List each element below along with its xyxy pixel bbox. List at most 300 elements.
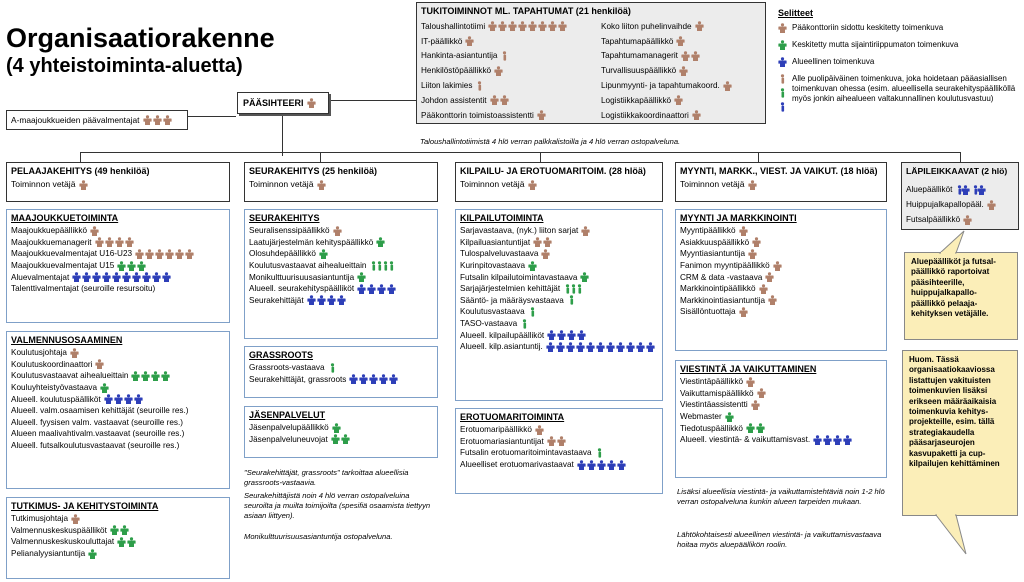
role-row	[676, 399, 886, 411]
person-blue-icon	[586, 342, 595, 352]
role-label: Alueell. seurakehityspäälliköt	[249, 284, 355, 294]
person-brown-icon	[963, 215, 972, 225]
person-blue-icon	[557, 330, 566, 340]
half-person-green-icon	[328, 363, 333, 373]
person-blue-icon	[977, 185, 986, 195]
role-row	[245, 434, 437, 446]
person-brown-icon	[547, 436, 556, 446]
person-brown-icon	[752, 237, 761, 247]
role-label: Markkinointipäällikkö	[680, 284, 756, 294]
person-brown-icon	[692, 110, 701, 120]
person-blue-icon	[307, 295, 316, 305]
person-blue-icon	[379, 374, 388, 384]
role-label: Kurinpitovastaava	[460, 261, 526, 271]
role-label: Seurakehittäjät	[249, 295, 304, 305]
person-blue-icon	[606, 342, 615, 352]
section-title: VIESTINTÄ JA VAIKUTTAMINEN	[680, 364, 817, 374]
person-brown-icon	[748, 249, 757, 259]
connector-line	[80, 152, 960, 153]
role-label: Pääkonttorin toimistoassistentti	[421, 110, 534, 120]
person-blue-icon	[72, 272, 81, 282]
half-person-green-icon	[563, 284, 568, 294]
role-label: Alueell. fyysisen valm. vastaavat (seuroille res.)	[11, 417, 184, 427]
person-brown-icon	[307, 98, 316, 108]
role-label: CRM & data -vastaava	[680, 272, 763, 282]
role-label: Koulutusvastaava	[460, 307, 525, 317]
person-brown-icon	[155, 249, 164, 259]
section-title: JÄSENPALVELUT	[249, 410, 326, 420]
kilpailu-head	[455, 162, 663, 202]
role-row	[7, 237, 229, 249]
role-label: Valmennuskeskuskouluttajat	[11, 537, 115, 547]
person-blue-icon	[596, 342, 605, 352]
tutkimus-section	[6, 497, 230, 579]
role-row	[676, 411, 886, 423]
role-row	[456, 260, 662, 272]
legend-half	[778, 74, 1018, 116]
legend-item	[778, 40, 1018, 50]
person-blue-icon	[843, 435, 852, 445]
person-green-icon	[88, 549, 97, 559]
a-maajoukkue-box	[6, 110, 188, 130]
half-person-green-icon	[387, 261, 392, 271]
role-row	[7, 548, 229, 560]
person-blue-icon	[556, 342, 565, 352]
role-row	[456, 271, 662, 283]
person-green-icon	[120, 525, 129, 535]
role-label: Myyntiasiantuntija	[680, 249, 746, 259]
role-row	[245, 362, 437, 374]
person-blue-icon	[142, 272, 151, 282]
person-blue-icon	[104, 394, 113, 404]
person-green-icon	[580, 272, 589, 282]
role-label: Asiakkuuspäällikkö	[680, 237, 750, 247]
person-brown-icon	[541, 249, 550, 259]
legend-items	[778, 23, 1018, 67]
person-brown-icon	[105, 237, 114, 247]
jasenpalvelut-section	[244, 406, 438, 458]
person-brown-icon	[528, 21, 537, 31]
person-green-icon	[131, 371, 140, 381]
role-row	[456, 295, 662, 307]
tuki-right-list	[597, 19, 767, 123]
person-brown-icon	[143, 115, 152, 125]
person-green-icon	[100, 383, 109, 393]
role-row	[7, 382, 229, 394]
person-brown-icon	[533, 237, 542, 247]
legend-item-text: Pääkonttoriin sidottu keskitetty toimenkuva	[792, 23, 944, 32]
role-row	[7, 260, 229, 272]
role-row	[245, 260, 437, 272]
person-brown-icon	[494, 66, 503, 76]
role-label: Jäsenpalveluneuvojat	[249, 434, 328, 444]
role-row	[456, 248, 662, 260]
half-person-brown-icon	[778, 74, 783, 84]
role-row	[7, 283, 229, 295]
person-brown-icon	[518, 21, 527, 31]
pelaaja-head	[6, 162, 230, 202]
person-blue-icon	[102, 272, 111, 282]
erotuomari-section	[455, 408, 663, 494]
person-brown-icon	[681, 51, 690, 61]
role-label: Aluevalmentajat	[11, 272, 70, 282]
role-row	[456, 237, 662, 249]
role-row	[7, 347, 229, 359]
myynti-title: MYYNTI, MARKK., VIEST. JA VAIKUT. (18 hlöä)	[680, 166, 878, 176]
role-label: Alueell. koulutuspäälliköt	[11, 394, 101, 404]
valmennus-section	[6, 331, 230, 489]
person-blue-icon	[337, 295, 346, 305]
person-green-icon	[528, 261, 537, 271]
tuki-left-list	[417, 19, 597, 123]
person-brown-icon	[548, 21, 557, 31]
person-blue-icon	[377, 284, 386, 294]
person-blue-icon	[112, 272, 121, 282]
half-person-green-icon	[575, 284, 580, 294]
person-brown-icon	[79, 180, 88, 190]
role-label: Markkinointiasiantuntija	[680, 295, 766, 305]
person-blue-icon	[646, 342, 655, 352]
person-green-icon	[376, 237, 385, 247]
person-brown-icon	[739, 226, 748, 236]
role-label: Tutkimusjohtaja	[11, 514, 69, 524]
role-label: Tapahtumapäällikkö	[601, 36, 674, 46]
person-blue-icon	[566, 342, 575, 352]
person-blue-icon	[587, 460, 596, 470]
role-row	[417, 34, 597, 49]
half-person-blue-icon	[778, 102, 783, 112]
half-person-green-icon	[569, 284, 574, 294]
role-row	[245, 295, 437, 307]
paasihteeri-row	[238, 93, 328, 113]
person-blue-icon	[162, 272, 171, 282]
person-green-icon	[161, 371, 170, 381]
role-row	[676, 283, 886, 295]
person-blue-icon	[577, 460, 586, 470]
myynti-lead	[676, 179, 886, 191]
seura-note3: Monikulttuurisuusasiantuntija ostopalveluna.	[244, 532, 393, 541]
grassroots-section	[244, 346, 438, 398]
section-title: KILPAILUTOIMINTA	[460, 213, 544, 223]
myynti-note2: Lähtökohtaisesti alueellinen viestintä- ja vaikuttamisvastaava hoitaa myös aluepäällikön roolin.	[677, 530, 882, 549]
legend-item-text: Alueellinen toimenkuva	[792, 57, 875, 66]
person-green-icon	[117, 537, 126, 547]
person-brown-icon	[739, 307, 748, 317]
legend-title: Selitteet	[778, 8, 814, 18]
half-person-green-icon	[375, 261, 380, 271]
role-row	[456, 318, 662, 330]
icon-group	[143, 115, 173, 125]
role-label: Pelianalyysiantuntija	[11, 549, 86, 559]
role-row	[676, 248, 886, 260]
person-blue-icon	[124, 394, 133, 404]
half-person-blue-icon	[955, 185, 960, 195]
role-row	[597, 63, 767, 78]
person-brown-icon	[765, 272, 774, 282]
section-title: MYYNTI JA MARKKINOINTI	[680, 213, 797, 223]
role-label: Talenttivalmentajat (seuroille resursoitu)	[11, 284, 156, 294]
person-brown-icon	[748, 180, 757, 190]
person-brown-icon	[528, 180, 537, 190]
person-brown-icon	[535, 425, 544, 435]
page-subtitle: (4 yhteistoiminta-aluetta)	[6, 55, 243, 77]
seura-lead	[245, 179, 437, 191]
icon-group	[317, 180, 327, 190]
person-brown-icon	[543, 237, 552, 247]
role-label: Aluepäälliköt	[906, 185, 953, 194]
kilpailu-title: KILPAILU- JA EROTUOMARITOIM. (28 hlöä)	[460, 166, 646, 176]
section-title: MAAJOUKKUETOIMINTA	[11, 213, 119, 223]
role-row	[456, 283, 662, 295]
role-row	[676, 237, 886, 249]
pelaaja-lead	[7, 179, 229, 191]
role-row	[417, 63, 597, 78]
role-row	[245, 374, 437, 386]
role-row	[597, 108, 767, 123]
person-brown-icon	[746, 377, 755, 387]
role-row	[456, 225, 662, 237]
person-blue-icon	[357, 284, 366, 294]
lapi-rows	[902, 179, 1018, 227]
person-brown-icon	[163, 115, 172, 125]
role-label: Monikulttuurisuusasiantuntija	[249, 272, 355, 282]
person-blue-icon	[389, 374, 398, 384]
connector-line	[320, 152, 321, 162]
person-brown-icon	[500, 95, 509, 105]
person-blue-icon	[607, 460, 616, 470]
person-blue-icon	[327, 295, 336, 305]
person-blue-icon	[778, 57, 787, 67]
role-row	[7, 536, 229, 548]
half-person-green-icon	[528, 307, 533, 317]
person-brown-icon	[465, 36, 474, 46]
role-label: Koulutusvastaavat aihealueittain	[11, 371, 129, 381]
connector-line	[282, 116, 283, 156]
role-label: Alueell. viestintä- & vaikuttamisvast.	[680, 435, 811, 445]
role-label: Viestintäassistentti	[680, 400, 748, 410]
role-row	[676, 422, 886, 434]
person-blue-icon	[576, 342, 585, 352]
role-row	[417, 78, 597, 93]
role-row	[676, 225, 886, 237]
person-brown-icon	[751, 400, 760, 410]
lapi-title: LÄPILEIKKAAVAT (2 hlö)	[906, 166, 1008, 176]
connector-line	[540, 152, 541, 162]
person-brown-icon	[488, 21, 497, 31]
a-maajoukkue-row	[7, 111, 187, 129]
role-row	[676, 388, 886, 400]
role-label: Sääntö- ja määräysvastaava	[460, 295, 564, 305]
lead-label: Toiminnon vetäjä	[460, 179, 525, 190]
role-label: Fanimon myyntipäällikkö	[680, 261, 770, 271]
role-label: Valmennuskeskuspäälliköt	[11, 525, 107, 535]
role-label: Futsalin kilpailutoimintavastaava	[460, 272, 578, 282]
person-blue-icon	[367, 284, 376, 294]
person-brown-icon	[508, 21, 517, 31]
person-brown-icon	[768, 295, 777, 305]
role-label: Alueell. futsalkoulutusvastaavat (seuroille res.)	[11, 441, 180, 451]
role-label: Koulutusjohtaja	[11, 348, 67, 358]
person-blue-icon	[961, 185, 970, 195]
person-blue-icon	[546, 342, 555, 352]
person-brown-icon	[538, 21, 547, 31]
person-green-icon	[331, 434, 340, 444]
role-label: Sisällöntuottaja	[680, 307, 736, 317]
person-green-icon	[127, 261, 136, 271]
role-label: Maajoukkuevalmentajat U16-U23	[11, 249, 133, 259]
person-blue-icon	[134, 394, 143, 404]
callout-pointer	[930, 514, 970, 556]
person-brown-icon	[498, 21, 507, 31]
person-brown-icon	[185, 249, 194, 259]
legend-item	[778, 57, 1018, 67]
role-label: Maajoukkuepäällikkö	[11, 226, 88, 236]
role-row	[245, 422, 437, 434]
page-title: Organisaatiorakenne	[6, 23, 275, 53]
role-row	[7, 417, 229, 429]
person-brown-icon	[695, 21, 704, 31]
person-blue-icon	[626, 342, 635, 352]
role-label: Alueell. kilpailupäälliköt	[460, 330, 545, 340]
role-label: IT-päällikkö	[421, 36, 463, 46]
kilpailu-lead	[456, 179, 662, 191]
person-green-icon	[357, 272, 366, 282]
section-title: TUTKIMUS- JA KEHITYSTOIMINTA	[11, 501, 159, 511]
person-blue-icon	[823, 435, 832, 445]
person-brown-icon	[70, 348, 79, 358]
role-label: Logistiikkakoordinaattori	[601, 110, 689, 120]
person-blue-icon	[82, 272, 91, 282]
person-green-icon	[137, 261, 146, 271]
person-blue-icon	[567, 330, 576, 340]
role-row	[245, 225, 437, 237]
role-row	[676, 306, 886, 318]
person-blue-icon	[636, 342, 645, 352]
person-brown-icon	[778, 23, 787, 33]
role-label: Seurakehittäjät, grassroots	[249, 374, 347, 384]
role-label: Erotuomaripäällikkö	[460, 425, 532, 435]
role-row	[456, 306, 662, 318]
icon-group	[79, 180, 89, 190]
role-row	[902, 182, 1018, 197]
lapi-box	[901, 162, 1019, 230]
person-brown-icon	[135, 249, 144, 259]
person-blue-icon	[833, 435, 842, 445]
person-brown-icon	[333, 226, 342, 236]
lead-label: Toiminnon vetäjä	[11, 179, 76, 190]
half-person-green-icon	[567, 295, 572, 305]
half-person-blue-icon	[971, 185, 976, 195]
role-row	[456, 341, 662, 353]
person-green-icon	[319, 249, 328, 259]
role-row	[417, 19, 597, 34]
role-label: Tulospalveluvastaava	[460, 249, 539, 259]
role-label: Maajoukkuevalmentajat U15	[11, 261, 115, 271]
connector-line	[188, 116, 236, 117]
role-label: Sarjavastaava, (nyk.) liiton sarjat	[460, 226, 579, 236]
role-row	[456, 459, 662, 471]
person-blue-icon	[617, 460, 626, 470]
role-row	[245, 248, 437, 260]
role-row	[245, 271, 437, 283]
section-title: GRASSROOTS	[249, 350, 314, 360]
role-row	[7, 440, 229, 452]
icon-group	[748, 180, 758, 190]
role-row	[417, 93, 597, 108]
icon-group	[307, 98, 317, 108]
icon-group	[528, 180, 538, 190]
person-green-icon	[141, 371, 150, 381]
row-label: A-maajoukkueiden päävalmentajat	[11, 114, 140, 125]
role-label: Taloushallintotiimi	[421, 21, 486, 31]
role-row	[902, 212, 1018, 227]
role-row	[902, 197, 1018, 212]
legend-half-icons	[778, 74, 792, 116]
person-green-icon	[756, 423, 765, 433]
person-brown-icon	[71, 514, 80, 524]
role-label: Viestintäpäällikkö	[680, 377, 744, 387]
callout-pointer	[936, 230, 966, 254]
tukitoiminnot-title: TUKITOIMINNOT ML. TAPAHTUMAT (21 henkilöä)	[421, 6, 631, 16]
person-brown-icon	[773, 261, 782, 271]
role-row	[7, 248, 229, 260]
person-green-icon	[725, 412, 734, 422]
role-row	[7, 428, 229, 440]
legend-half-text: Alle puolipäiväinen toimenkuva, joka hoidetaan pääasiallisen toimenkuvan ohessa (esim. alueellisella seurakehityspäälliköllä myös jonkin aihealueen valtakunnallinen koulutusvastuu)	[792, 74, 1016, 103]
person-brown-icon	[679, 66, 688, 76]
person-brown-icon	[537, 110, 546, 120]
person-brown-icon	[759, 284, 768, 294]
lead-label: Toiminnon vetäjä	[680, 179, 745, 190]
person-blue-icon	[152, 272, 161, 282]
role-row	[417, 49, 597, 64]
role-label: Alueen maalivahtivalm.vastaavat (seuroille res.)	[11, 429, 185, 439]
role-label: Sarjajärjestelmien kehittäjät	[460, 284, 561, 294]
role-label: Liiton lakimies	[421, 81, 473, 91]
person-brown-icon	[987, 200, 996, 210]
seura-note2: Seurakehittäjistä noin 4 hlö verran ostopalveluina seuroilta ja muilta toimijoilta (spesifiä osaamista tiettyyn asiaan liittyen).	[244, 491, 431, 520]
role-row	[245, 237, 437, 249]
person-blue-icon	[122, 272, 131, 282]
seura-head	[244, 162, 438, 202]
role-label: Seuralisenssipäällikkö	[249, 226, 330, 236]
role-row	[676, 376, 886, 388]
person-blue-icon	[547, 330, 556, 340]
tukitoiminnot-box	[416, 2, 766, 124]
section-title: SEURAKEHITYS	[249, 213, 320, 223]
person-brown-icon	[125, 237, 134, 247]
person-brown-icon	[581, 226, 590, 236]
role-row	[417, 108, 597, 123]
person-brown-icon	[676, 36, 685, 46]
person-green-icon	[778, 40, 787, 50]
role-label: Koko liiton puhelinvaihde	[601, 21, 692, 31]
maajoukkue-section	[6, 209, 230, 323]
viestinta-section	[675, 360, 887, 478]
connector-line	[960, 152, 961, 162]
person-blue-icon	[317, 295, 326, 305]
role-row	[7, 525, 229, 537]
role-label: Kilpailuasiantuntijat	[460, 237, 531, 247]
role-row	[597, 34, 767, 49]
markkinointi-section	[675, 209, 887, 351]
person-brown-icon	[153, 115, 162, 125]
person-brown-icon	[115, 237, 124, 247]
role-row	[676, 260, 886, 272]
half-person-brown-icon	[475, 81, 480, 91]
legend-item	[778, 23, 1018, 33]
person-green-icon	[151, 371, 160, 381]
